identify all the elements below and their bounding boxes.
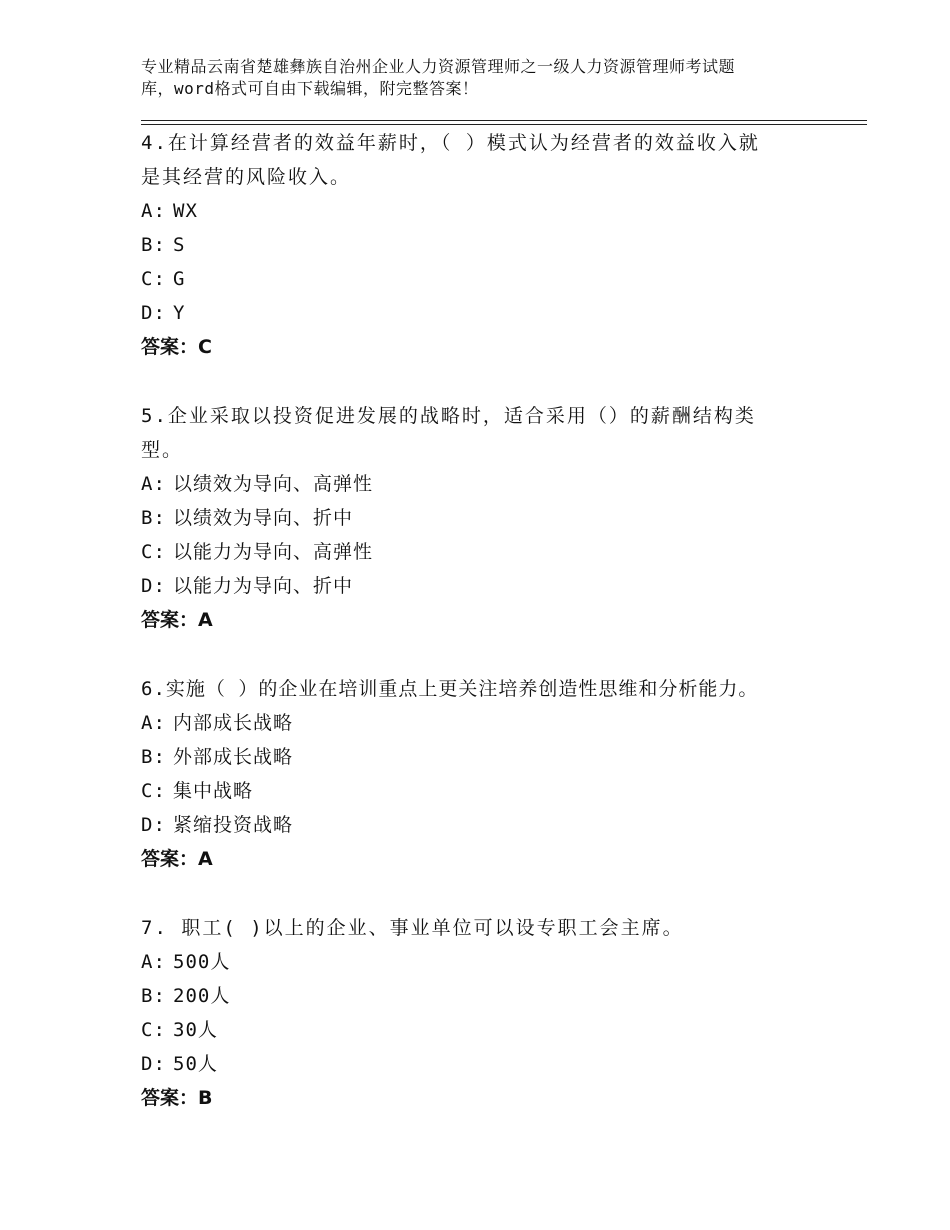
option-text: 50人 [173,1053,218,1075]
question-stem-line-1: 7. 职工( )以上的企业、事业单位可以设专职工会主席。 [141,917,684,939]
answer-line: 答案：B [141,1087,213,1109]
option-b [141,501,841,535]
option-key: B: [141,985,166,1007]
option-c [141,1013,841,1047]
option-text: G [173,268,186,290]
question-4 [141,126,841,364]
option-key: C: [141,1019,166,1041]
option-a [141,945,841,979]
header-line-2: 库，word格式可自由下载编辑，附完整答案！ [141,79,479,98]
option-c [141,262,841,296]
option-c [141,535,841,569]
question-stem-line-1: 4.在计算经营者的效益年薪时，（ ）模式认为经营者的效益收入就 [141,132,760,154]
option-text: 以绩效为导向、折中 [173,507,354,529]
option-key: A: [141,712,166,734]
option-text: 紧缩投资战略 [173,814,294,836]
option-key: B: [141,746,166,768]
header-rule-bottom [141,124,867,125]
option-text: 500人 [173,951,231,973]
document-header [141,56,831,100]
option-b [141,979,841,1013]
option-key: A: [141,473,166,495]
option-text: 以能力为导向、高弹性 [173,541,374,563]
option-key: D: [141,302,166,324]
question-5 [141,399,841,637]
option-text: S [173,234,186,256]
option-key: D: [141,814,166,836]
option-key: C: [141,541,166,563]
option-text: 30人 [173,1019,218,1041]
option-text: 外部成长战略 [173,746,294,768]
question-stem-line-1: 5.企业采取以投资促进发展的战略时，适合采用（）的薪酬结构类 [141,405,756,427]
option-d [141,569,841,603]
question-stem-line-1: 6.实施（ ）的企业在培训重点上更关注培养创造性思维和分析能力。 [141,678,759,700]
question-stem-line-2: 是其经营的风险收入。 [141,166,352,188]
option-text: Y [173,302,186,324]
answer-line: 答案：C [141,336,212,358]
option-c [141,774,921,808]
option-key: D: [141,575,166,597]
question-stem-line-2: 型。 [141,439,184,461]
option-key: A: [141,200,166,222]
option-text: 内部成长战略 [173,712,294,734]
option-a [141,467,841,501]
option-text: 200人 [173,985,231,1007]
option-text: 以绩效为导向、高弹性 [173,473,374,495]
option-text: WX [173,200,198,222]
option-key: B: [141,234,166,256]
answer-line: 答案：A [141,848,213,870]
option-d [141,1047,841,1081]
option-d [141,296,841,330]
option-d [141,808,921,842]
header-line-1: 专业精品云南省楚雄彝族自治州企业人力资源管理师之一级人力资源管理师考试题 [141,57,736,76]
question-7 [141,911,841,1115]
option-key: B: [141,507,166,529]
option-a [141,194,841,228]
option-text: 集中战略 [173,780,254,802]
option-key: C: [141,268,166,290]
option-key: A: [141,951,166,973]
option-a [141,706,921,740]
question-6 [141,672,921,876]
option-key: C: [141,780,166,802]
option-b [141,228,841,262]
answer-line: 答案：A [141,609,213,631]
option-b [141,740,921,774]
header-rule-top [141,120,867,121]
option-key: D: [141,1053,166,1075]
option-text: 以能力为导向、折中 [173,575,354,597]
